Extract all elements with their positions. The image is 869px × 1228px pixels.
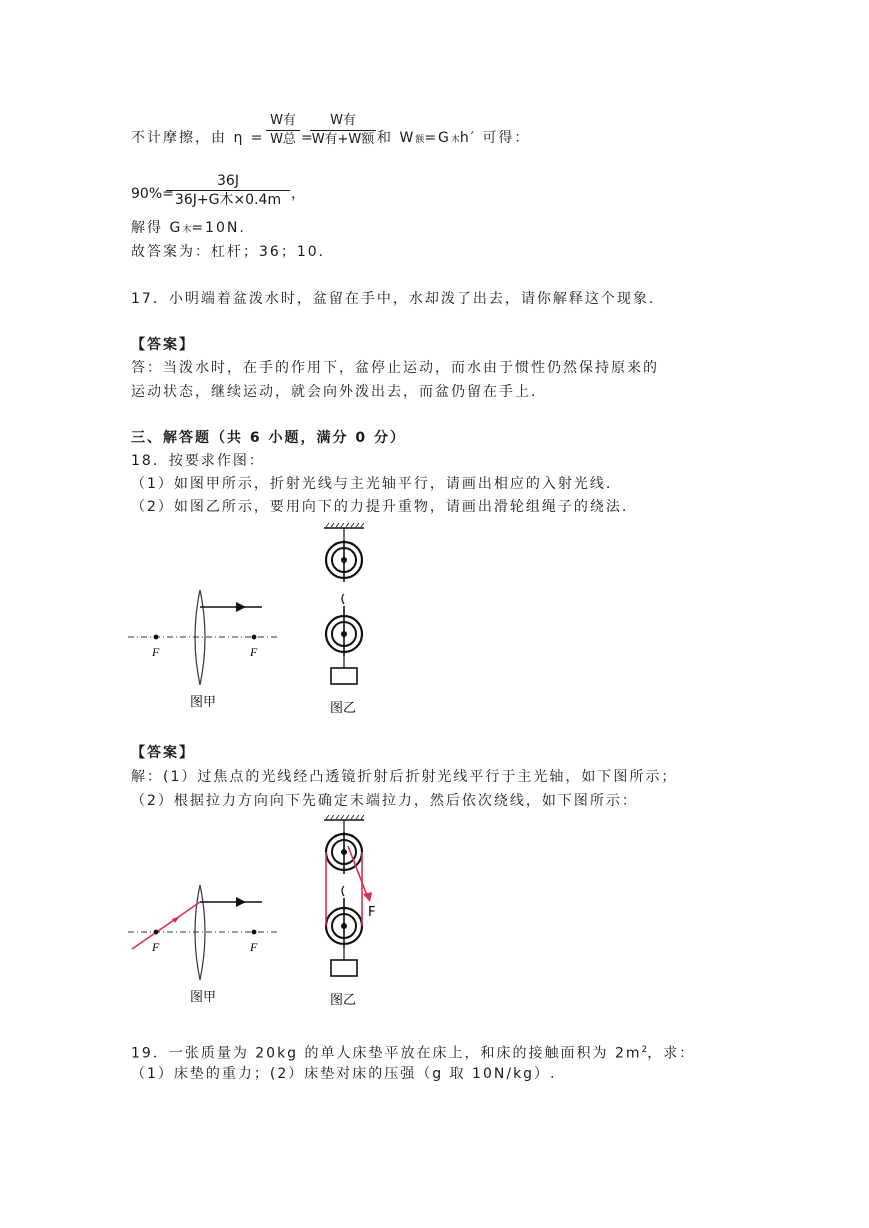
q18-part1: （1）如图甲所示，折射光线与主光轴平行，请画出相应的入射光线.: [131, 476, 613, 492]
q18-question: 18．按要求作图：: [131, 453, 265, 469]
extra-work-definition: 和 W额=G木h′ 可得：: [377, 130, 531, 146]
focus-label-left: F: [152, 940, 160, 954]
pulley-diagram-question: [318, 522, 370, 718]
movable-pulley-icon: [326, 606, 362, 656]
q16-answer-line: 故答案为：杠杆；36；10.: [131, 244, 326, 260]
figure-jia-caption: 图甲: [190, 695, 217, 710]
hook-icon: [342, 594, 344, 604]
hook-icon: [342, 886, 344, 896]
fraction-useful-total: W有 W总: [266, 112, 300, 149]
efficiency-formula-line: 不计摩擦，由 η =: [131, 130, 265, 146]
solve-line: 解得 G木=10N.: [131, 220, 246, 236]
weight-block: [331, 960, 357, 976]
q17-answer-line1: 答：当泼水时，在手的作用下，盆停止运动，而水由于惯性仍然保持原来的: [131, 360, 659, 376]
q17-answer-heading: 【答案】: [131, 337, 195, 353]
q17-question: 17．小明端着盆泼水时，盆留在手中，水却泼了出去，请你解释这个现象.: [131, 291, 656, 307]
q18-answer-line2: （2）根据拉力方向向下先确定末端拉力，然后依次绕线，如下图所示：: [131, 793, 638, 809]
q18-part2: （2）如图乙所示，要用向下的力提升重物，请画出滑轮组绳子的绕法.: [131, 499, 629, 515]
equals-sign: =: [301, 130, 315, 146]
incident-ray: [132, 902, 200, 949]
force-label: F: [368, 905, 376, 920]
ceiling-hatching: [326, 523, 364, 527]
weight-block: [331, 668, 357, 684]
ceiling-hatching: [326, 815, 364, 819]
pull-force-arrow-icon: [363, 892, 372, 902]
focus-label-right: F: [250, 940, 258, 954]
q17-answer-line2: 运动状态，继续运动，就会向外泼出去，而盆仍留在手上.: [131, 384, 538, 400]
calc-fraction: 36J 36J+G木×0.4m: [166, 172, 290, 209]
figure-yi-caption: 图乙: [330, 701, 357, 716]
q18-answer-line1: 解：(1）过焦点的光线经凸透镜折射后折射光线平行于主光轴，如下图所示；: [131, 769, 678, 785]
q19-line1: 19．一张质量为 20kg 的单人床垫平放在床上，和床的接触面积为 $2m^2$，求：: [131, 1045, 696, 1062]
ray-arrowhead-icon: [236, 602, 246, 612]
lens-diagram-question: [128, 585, 280, 715]
incident-ray-arrow-icon: [172, 916, 180, 923]
figure-jia-caption: 图甲: [190, 990, 217, 1005]
focus-label-left: F: [152, 645, 160, 659]
calc-suffix: ，: [291, 186, 307, 202]
ray-arrowhead-icon: [236, 897, 246, 907]
calc-prefix: 90%=: [131, 186, 174, 202]
pulley-diagram-answer: [318, 814, 390, 1010]
section3-heading: 三、解答题（共 6 小题，满分 0 分）: [131, 430, 406, 446]
q18-answer-heading: 【答案】: [131, 745, 195, 761]
figure-yi-caption: 图乙: [330, 993, 357, 1008]
focus-point-right: [252, 635, 257, 640]
movable-pulley-icon: [326, 898, 362, 948]
fraction-useful-over-sum: W有 W有+W额: [311, 113, 375, 147]
fixed-pulley-icon: [326, 540, 362, 582]
focus-point-left: [154, 635, 159, 640]
focus-label-right: F: [250, 645, 258, 659]
focus-point-left: [154, 930, 159, 935]
q19-line2: （1）床垫的重力；(2）床垫对床的压强（g 取 10N/kg）.: [131, 1066, 557, 1082]
focus-point-right: [252, 930, 257, 935]
lens-diagram-answer: [128, 880, 280, 1010]
